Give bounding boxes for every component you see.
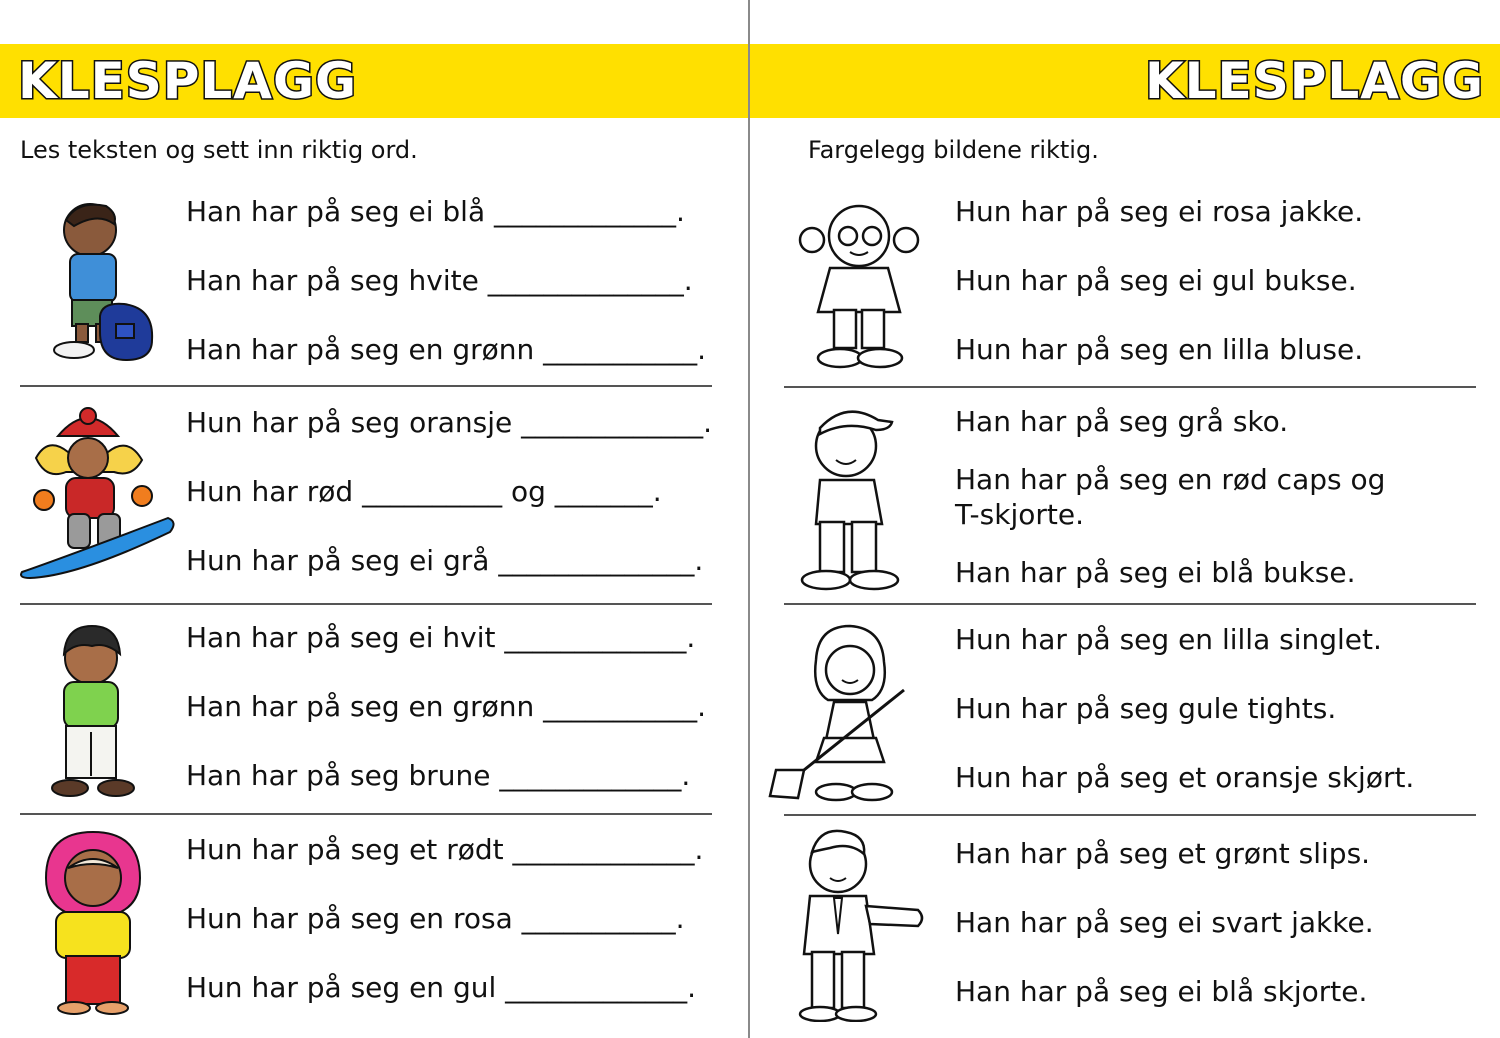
boy-suit-outline-illustration bbox=[790, 824, 930, 1022]
left-sentence: Hun har på seg oransje _____________. bbox=[186, 406, 713, 439]
right-sentence: Hun har på seg en lilla bluse. bbox=[955, 333, 1364, 366]
right-sentence: Han har på seg grå sko. bbox=[955, 405, 1289, 438]
left-sentence: Hun har på seg en gul _____________. bbox=[186, 971, 697, 1004]
right-sentence: Han har på seg ei blå bukse. bbox=[955, 556, 1356, 589]
girl-hijab-illustration bbox=[38, 828, 148, 1018]
girl-on-snowboard-illustration bbox=[18, 406, 178, 582]
boy-cap-outline-illustration bbox=[796, 400, 906, 592]
right-sentence: Han har på seg ei svart jakke. bbox=[955, 906, 1374, 939]
girl-broom-outline-illustration bbox=[768, 620, 912, 804]
right-instruction: Fargelegg bildene riktig. bbox=[808, 136, 1099, 164]
right-sentence: Han har på seg et grønt slips. bbox=[955, 837, 1371, 870]
left-sentence: Hun har på seg ei grå ______________. bbox=[186, 544, 704, 577]
right-sentence: Hun har på seg et oransje skjørt. bbox=[955, 761, 1415, 794]
right-sentence: Han har på seg ei blå skjorte. bbox=[955, 975, 1368, 1008]
right-sentence: T-skjorte. bbox=[955, 498, 1084, 531]
left-sentence: Han har på seg en grønn ___________. bbox=[186, 333, 707, 366]
right-sentence: Hun har på seg ei gul bukse. bbox=[955, 264, 1357, 297]
page-divider bbox=[748, 0, 750, 1038]
girl-glasses-outline-illustration bbox=[796, 192, 922, 372]
page-title-left: KLESPLAGG bbox=[18, 52, 358, 110]
left-sentence: Han har på seg hvite ______________. bbox=[186, 264, 693, 297]
left-sentence: Hun har på seg et rødt _____________. bbox=[186, 833, 704, 866]
left-sentence: Hun har på seg en rosa ___________. bbox=[186, 902, 685, 935]
right-sentence: Hun har på seg gule tights. bbox=[955, 692, 1337, 725]
page-title-right: KLESPLAGG bbox=[1144, 52, 1484, 110]
boy-green-sweater-illustration bbox=[36, 620, 146, 800]
left-sentence: Han har på seg en grønn ___________. bbox=[186, 690, 707, 723]
right-sentence: Hun har på seg ei rosa jakke. bbox=[955, 195, 1364, 228]
right-sentence: Han har på seg en rød caps og bbox=[955, 463, 1386, 496]
section-divider bbox=[20, 813, 712, 815]
section-divider bbox=[20, 385, 712, 387]
left-sentence: Han har på seg brune _____________. bbox=[186, 759, 691, 792]
right-sentence: Hun har på seg en lilla singlet. bbox=[955, 623, 1382, 656]
left-sentence: Han har på seg ei hvit _____________. bbox=[186, 621, 696, 654]
left-instruction: Les teksten og sett inn riktig ord. bbox=[20, 136, 418, 164]
section-divider bbox=[784, 603, 1476, 605]
section-divider bbox=[784, 814, 1476, 816]
left-sentence: Han har på seg ei blå _____________. bbox=[186, 195, 685, 228]
section-divider bbox=[784, 386, 1476, 388]
section-divider bbox=[20, 603, 712, 605]
left-sentence: Hun har rød __________ og _______. bbox=[186, 475, 662, 508]
boy-with-backpack-illustration bbox=[28, 192, 168, 368]
